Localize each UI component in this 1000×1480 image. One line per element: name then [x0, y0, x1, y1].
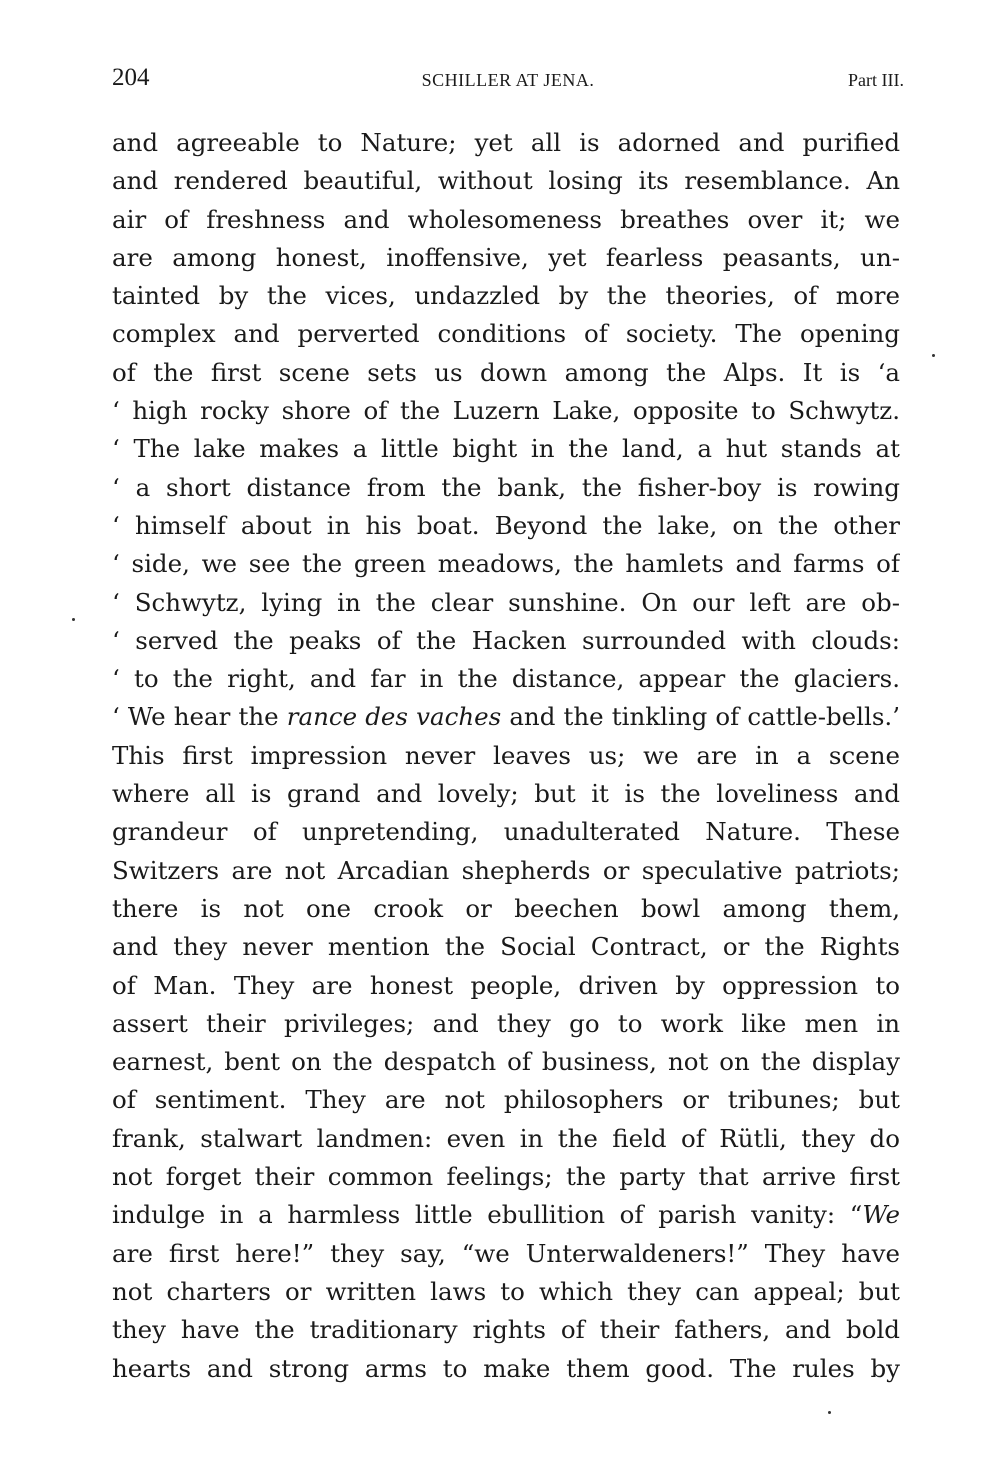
- text-segment: grandeur of unpretending, unadulterated Nature. These: [112, 817, 900, 847]
- italic-text: rance des vaches: [286, 702, 502, 732]
- text-segment: hearts and strong arms to make them good. The rules by: [112, 1353, 900, 1383]
- text-line: [112, 775, 900, 813]
- text-segment: assert their privileges; and they go to work like men in: [112, 1008, 900, 1038]
- text-line: [112, 584, 900, 622]
- part-label: Part III.: [848, 70, 904, 90]
- text-line: [112, 1350, 900, 1388]
- text-segment: where all is grand and lovely; but it is the loveliness and: [112, 779, 900, 809]
- page-header: [112, 64, 904, 104]
- italic-text: We: [862, 1200, 900, 1230]
- text-segment: ‘ Schwytz, lying in the clear sunshine. On our left are ob-: [112, 587, 900, 617]
- text-line: [112, 354, 900, 392]
- text-line: [112, 1120, 900, 1158]
- text-segment: air of freshness and wholesomeness breathes over it; we: [112, 204, 900, 234]
- text-segment: and rendered beautiful, without losing its resemblance. An: [112, 166, 900, 196]
- text-segment: ‘ side, we see the green meadows, the hamlets and farms of: [112, 549, 900, 579]
- text-line: [112, 1081, 900, 1119]
- text-line: [112, 813, 900, 851]
- text-line: [112, 1158, 900, 1196]
- text-segment: ‘ served the peaks of the Hacken surrounded with clouds:: [112, 625, 900, 655]
- print-speck: [932, 354, 935, 357]
- text-segment: indulge in a harmless little ebullition of parish vanity: “: [112, 1200, 863, 1230]
- text-line: [112, 1235, 900, 1273]
- text-segment: of sentiment. They are not philosophers or tribunes; but: [112, 1085, 900, 1115]
- print-speck: [72, 618, 75, 621]
- text-line: [112, 1043, 900, 1081]
- text-line: [112, 698, 900, 736]
- running-title: SCHILLER AT JENA.: [421, 70, 595, 90]
- text-segment: and they never mention the Social Contract, or the Rights: [112, 932, 900, 962]
- text-segment: ‘ to the right, and far in the distance, appear the glaciers.: [112, 664, 900, 694]
- text-line: [112, 928, 900, 966]
- text-segment: ‘ We hear the: [112, 702, 287, 732]
- text-segment: not charters or written laws to which they can appeal; but: [112, 1276, 900, 1306]
- text-line: [112, 392, 900, 430]
- text-line: [112, 469, 900, 507]
- text-line: [112, 162, 900, 200]
- text-segment: and agreeable to Nature; yet all is adorned and purified: [112, 128, 900, 157]
- text-segment: frank, stalwart landmen: even in the field of Rütli, they do: [112, 1123, 900, 1153]
- text-segment: complex and perverted conditions of society. The opening: [112, 319, 900, 349]
- text-line: [112, 507, 900, 545]
- page-number: 204: [112, 64, 150, 91]
- text-line: [112, 1311, 900, 1349]
- text-segment: tainted by the vices, undazzled by the theories, of more: [112, 281, 900, 311]
- text-segment: ‘ a short distance from the bank, the fisher-boy is rowing: [112, 472, 900, 502]
- text-line: [112, 622, 900, 660]
- text-line: [112, 201, 900, 239]
- text-segment: not forget their common feelings; the party that arrive first: [112, 1162, 900, 1192]
- text-line: [112, 852, 900, 890]
- text-line: [112, 1196, 900, 1234]
- text-line: [112, 890, 900, 928]
- text-segment: they have the traditionary rights of their fathers, and bold: [112, 1315, 900, 1345]
- text-line: [112, 124, 900, 162]
- text-segment: of Man. They are honest people, driven by oppression to: [112, 970, 900, 1000]
- text-line: [112, 660, 900, 698]
- text-segment: earnest, bent on the despatch of business, not on the display: [112, 1047, 900, 1077]
- print-speck: [828, 1411, 831, 1414]
- text-segment: ‘ The lake makes a little bight in the land, a hut stands at: [112, 434, 900, 464]
- text-line: [112, 737, 900, 775]
- text-line: [112, 545, 900, 583]
- text-line: [112, 1005, 900, 1043]
- text-line: [112, 1273, 900, 1311]
- text-segment: are among honest, inoffensive, yet fearless peasants, un-: [112, 242, 900, 272]
- text-segment: and the tinkling of cattle-bells.’: [501, 702, 900, 732]
- text-segment: of the first scene sets us down among the Alps. It is ‘a: [112, 357, 900, 387]
- text-segment: are first here!” they say, “we Unterwaldeners!” They have: [112, 1238, 900, 1268]
- text-line: [112, 239, 900, 277]
- text-segment: This first impression never leaves us; we are in a scene: [112, 740, 900, 770]
- text-line: [112, 315, 900, 353]
- text-line: [112, 430, 900, 468]
- text-line: [112, 277, 900, 315]
- body-text: [112, 124, 900, 1388]
- text-line: [112, 967, 900, 1005]
- text-segment: ‘ himself about in his boat. Beyond the lake, on the other: [112, 510, 900, 540]
- text-segment: Switzers are not Arcadian shepherds or speculative patriots;: [112, 855, 900, 885]
- text-segment: ‘ high rocky shore of the Luzern Lake, opposite to Schwytz.: [112, 396, 900, 426]
- text-segment: there is not one crook or beechen bowl among them,: [112, 893, 900, 923]
